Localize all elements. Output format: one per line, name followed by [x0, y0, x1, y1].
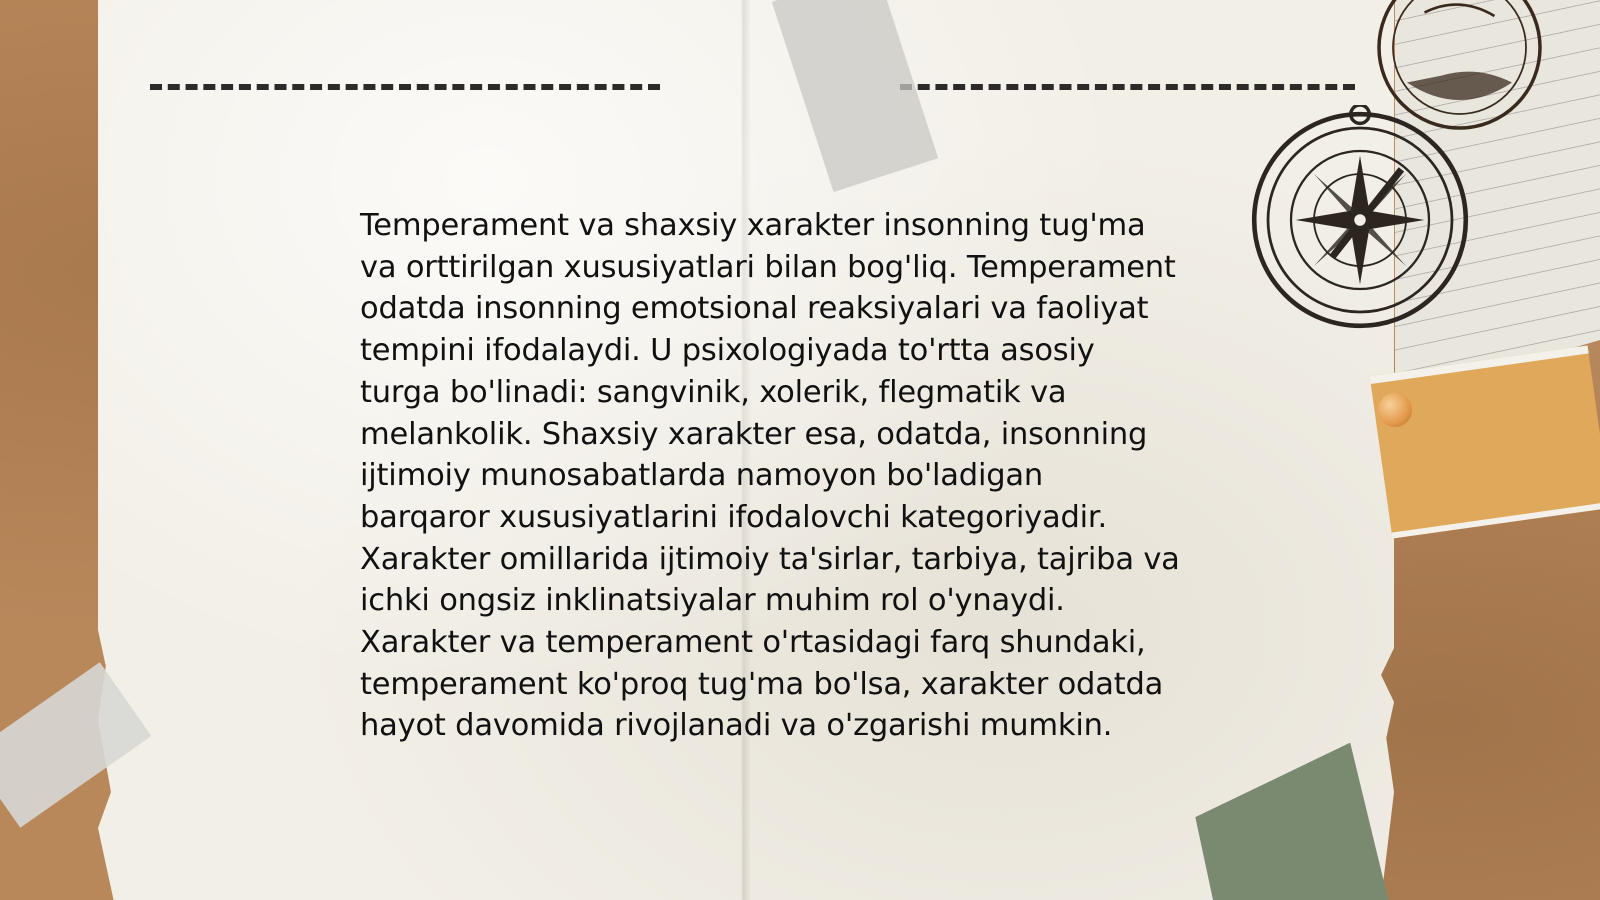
- body-text: [360, 205, 1250, 747]
- torn-paper-strip: [1370, 345, 1600, 538]
- compass-icon: [1245, 105, 1475, 335]
- body-line: hayot davomida rivojlanadi va o'zgarishi mumkin.: [360, 708, 1113, 744]
- body-line: melankolik. Shaxsiy xarakter esa, odatda, insonning: [360, 416, 1148, 452]
- dashed-divider-left: [150, 84, 660, 90]
- body-line: barqaror xususiyatlarini ifodalovchi kategoriyadir.: [360, 499, 1107, 535]
- pushpin-icon: [1378, 393, 1412, 427]
- body-line: tempini ifodalaydi. U psixologiyada to'rtta asosiy: [360, 333, 1095, 369]
- body-line: va orttirilgan xususiyatlari bilan bog'liq. Temperament: [360, 249, 1176, 285]
- body-line: ijtimoiy munosabatlarda namoyon bo'ladigan: [360, 458, 1044, 494]
- body-line: Temperament va shaxsiy xarakter insonning tug'ma: [360, 208, 1146, 243]
- dashed-divider-right: [900, 84, 1355, 90]
- body-line: turga bo'linadi: sangvinik, xolerik, flegmatik va: [360, 374, 1067, 410]
- body-line: temperament ko'proq tug'ma bo'lsa, xarakter odatda: [360, 666, 1164, 702]
- body-line: Xarakter omillarida ijtimoiy ta'sirlar, tarbiya, tajriba va: [360, 541, 1180, 577]
- body-line: ichki ongsiz inklinatsiyalar muhim rol o'ynaydi.: [360, 583, 1065, 619]
- body-line: Xarakter va temperament o'rtasidagi farq shundaki,: [360, 625, 1146, 661]
- body-line: odatda insonning emotsional reaksiyalari va faoliyat: [360, 291, 1149, 327]
